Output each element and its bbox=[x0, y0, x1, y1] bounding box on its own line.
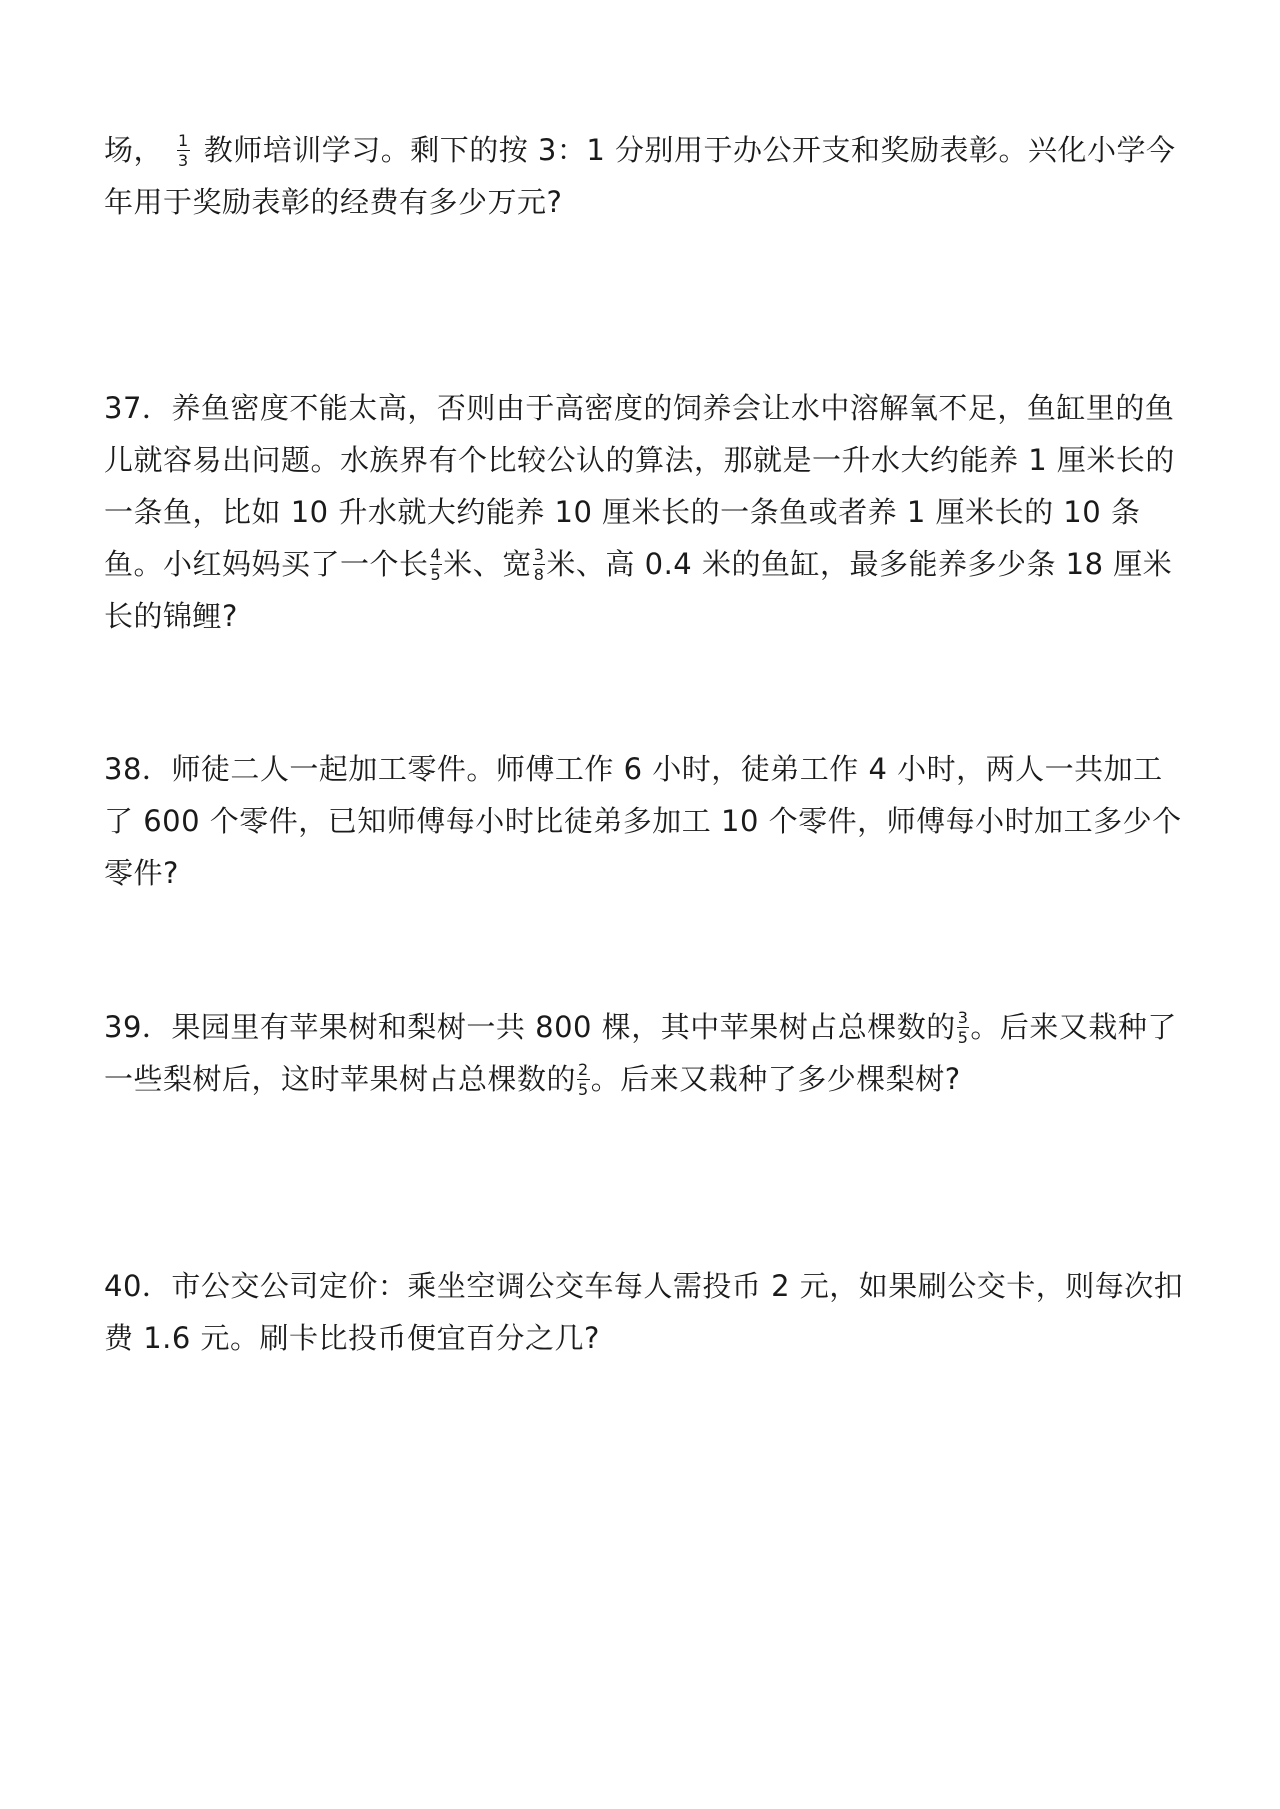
fraction-denominator: 5 bbox=[430, 564, 442, 584]
fraction-denominator: 3 bbox=[178, 150, 189, 170]
problem-40-text: 40．市公交公司定价：乘坐空调公交车每人需投币 2 元，如果刷公交卡，则每次扣费 1.6 元。刷卡比投币便宜百分之几? bbox=[104, 1269, 1184, 1355]
fraction-denominator: 8 bbox=[533, 564, 545, 584]
fraction-numerator: 2 bbox=[578, 1059, 589, 1079]
problem-37-text-c: 米、高 0.4 米的鱼缸，最多能养多少条 18 厘米长的锦鲤? bbox=[104, 547, 1173, 633]
problem-39-text-c: 。后来又栽种了多少棵梨树? bbox=[590, 1062, 961, 1096]
problem-39 bbox=[104, 1001, 1184, 1105]
fraction-numerator: 3 bbox=[957, 1007, 969, 1027]
fraction-three-eighths bbox=[533, 546, 546, 583]
problem-37-text-a: 37．养鱼密度不能太高，否则由于高密度的饲养会让水中溶解氧不足，鱼缸里的鱼儿就容易出问题。水族界有个比较公认的算法，那就是一升水大约能养 1 厘米长的一条鱼，比如 10 升水就大约能养 10 厘米长的一条鱼或者养 1 厘米长的 10 条鱼。小红妈妈买了一个长 bbox=[104, 391, 1175, 581]
fraction-numerator: 1 bbox=[178, 130, 189, 150]
fraction-three-fifths bbox=[957, 1009, 970, 1046]
problem-38 bbox=[104, 743, 1184, 899]
fraction-denominator: 5 bbox=[957, 1027, 969, 1047]
fraction-denominator: 5 bbox=[578, 1079, 589, 1099]
fraction-two-fifths bbox=[577, 1061, 590, 1098]
problem-36-text-b: 教师培训学习。剩下的按 3：1 分别用于办公开支和奖励表彰。兴化小学今年用于奖励表彰的经费有多少万元? bbox=[104, 133, 1176, 219]
problem-36-text-a: 场， bbox=[104, 133, 164, 167]
problem-36-continued bbox=[104, 124, 1184, 228]
problem-38-text: 38．师徒二人一起加工零件。师傅工作 6 小时，徒弟工作 4 小时，两人一共加工了 600 个零件，已知师傅每小时比徒弟多加工 10 个零件，师傅每小时加工多少个零件? bbox=[104, 752, 1182, 890]
problem-37 bbox=[104, 382, 1184, 642]
fraction-one-third bbox=[177, 132, 190, 169]
fraction-numerator: 3 bbox=[533, 544, 545, 564]
problem-40 bbox=[104, 1260, 1184, 1364]
fraction-numerator: 4 bbox=[430, 544, 442, 564]
fraction-four-fifths bbox=[430, 546, 443, 583]
problem-37-text-b: 米、宽 bbox=[443, 547, 532, 581]
problem-39-text-b: 。后来又栽种了一些梨树后，这时苹果树占总棵数的 bbox=[104, 1010, 1177, 1096]
problem-39-text-a: 39．果园里有苹果树和梨树一共 800 棵，其中苹果树占总棵数的 bbox=[104, 1010, 956, 1044]
